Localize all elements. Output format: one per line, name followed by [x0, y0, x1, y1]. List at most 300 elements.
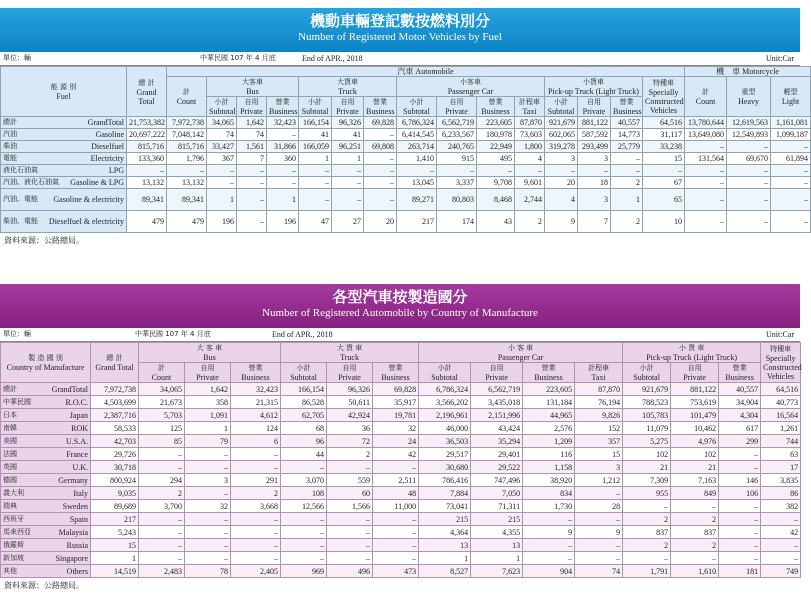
country-table: [0, 342, 801, 578]
table-cell: –: [327, 513, 373, 526]
table-cell: 2: [671, 539, 719, 552]
table-cell: –: [185, 552, 231, 565]
table-cell: 131,564: [685, 153, 727, 165]
table-cell: –: [364, 129, 397, 141]
business-subheader: 營業 Business: [373, 363, 419, 383]
table-cell: –: [545, 165, 578, 177]
row-label: 新加坡 Singapore: [1, 552, 91, 565]
fuel-banner: [0, 8, 800, 52]
table-cell: 3,070: [281, 474, 327, 487]
table-cell: 69,828: [364, 117, 397, 129]
table-cell: –: [719, 552, 761, 565]
table-cell: 2,405: [231, 565, 281, 578]
table-cell: 2,196,961: [419, 409, 471, 422]
table-cell: 125: [139, 422, 185, 435]
table-cell: –: [771, 141, 811, 153]
table-cell: 559: [327, 474, 373, 487]
table-cell: 101,479: [671, 409, 719, 422]
table-cell: 96,251: [332, 141, 364, 153]
table-cell: 42: [761, 526, 801, 539]
table-cell: 3,435,018: [471, 396, 523, 409]
table-cell: 1: [267, 189, 299, 211]
table-cell: 9: [523, 526, 575, 539]
table-cell: 14,773: [611, 129, 643, 141]
table-cell: 131,184: [523, 396, 575, 409]
table-cell: –: [237, 189, 267, 211]
table-cell: –: [623, 500, 671, 513]
table-cell: –: [364, 153, 397, 165]
table-cell: 358: [185, 396, 231, 409]
table-cell: 12,566: [281, 500, 327, 513]
table-cell: 849: [671, 487, 719, 500]
fuel-table: [0, 66, 811, 233]
table-cell: 62,705: [281, 409, 327, 422]
table-cell: 2,151,996: [471, 409, 523, 422]
table-cell: 2: [611, 177, 643, 189]
table-cell: 21,753,382: [127, 117, 167, 129]
table-cell: –: [771, 165, 811, 177]
table-cell: 6: [231, 435, 281, 448]
unit-zh: 單位：輛: [3, 330, 31, 338]
table-cell: 1,561: [237, 141, 267, 153]
table-cell: 1: [299, 153, 332, 165]
table-cell: 21,673: [139, 396, 185, 409]
table-row: [1, 383, 801, 396]
fuel-section: [0, 8, 809, 248]
table-cell: –: [719, 461, 761, 474]
table-cell: 217: [397, 211, 437, 233]
table-row: [1, 552, 801, 565]
table-cell: 5,703: [139, 409, 185, 422]
table-cell: –: [207, 165, 237, 177]
table-cell: 96,326: [332, 117, 364, 129]
table-cell: –: [373, 526, 419, 539]
table-cell: –: [727, 141, 771, 153]
table-cell: 263,714: [397, 141, 437, 153]
table-cell: –: [373, 513, 419, 526]
table-cell: 15: [91, 539, 139, 552]
table-cell: –: [139, 448, 185, 461]
table-cell: –: [671, 552, 719, 565]
table-cell: 955: [623, 487, 671, 500]
table-cell: 299: [719, 435, 761, 448]
table-cell: –: [523, 513, 575, 526]
table-cell: –: [685, 141, 727, 153]
country-section: [0, 284, 800, 593]
table-cell: –: [281, 539, 327, 552]
table-cell: 20,697,222: [127, 129, 167, 141]
truck-header: 大 貨 車 Truck: [281, 343, 419, 363]
table-cell: 16,564: [761, 409, 801, 422]
table-cell: 8,468: [477, 189, 515, 211]
table-cell: –: [685, 165, 727, 177]
table-cell: 1,410: [397, 153, 437, 165]
table-cell: –: [139, 526, 185, 539]
table-cell: –: [771, 177, 811, 189]
table-cell: 1: [471, 552, 523, 565]
table-cell: –: [643, 165, 685, 177]
table-row: [1, 487, 801, 500]
private-subheader: 自用 Private: [437, 97, 477, 117]
table-cell: –: [327, 526, 373, 539]
table-cell: 174: [437, 211, 477, 233]
row-label: 俄羅斯 Russia: [1, 539, 91, 552]
table-cell: 4,976: [671, 435, 719, 448]
table-row: [1, 435, 801, 448]
table-cell: 10: [643, 211, 685, 233]
table-cell: –: [719, 539, 761, 552]
table-cell: –: [185, 539, 231, 552]
table-cell: 744: [761, 435, 801, 448]
table-cell: –: [231, 539, 281, 552]
table-cell: 27: [332, 211, 364, 233]
table-cell: 13,649,080: [685, 129, 727, 141]
table-cell: 969: [281, 565, 327, 578]
table-cell: 36: [327, 422, 373, 435]
table-cell: 749: [761, 565, 801, 578]
table-cell: 4: [515, 153, 545, 165]
table-cell: 223,605: [477, 117, 515, 129]
table-cell: 7,972,738: [91, 383, 139, 396]
row-label: 瑞典 Sweden: [1, 500, 91, 513]
table-cell: –: [727, 189, 771, 211]
table-cell: 64,516: [761, 383, 801, 396]
table-cell: 240,765: [437, 141, 477, 153]
special-header: 特種車 Specially Constructed Vehicles: [761, 343, 801, 383]
table-cell: 32: [185, 500, 231, 513]
table-cell: 87,870: [575, 383, 623, 396]
table-cell: –: [575, 539, 623, 552]
table-cell: 3: [575, 461, 623, 474]
table-cell: –: [281, 513, 327, 526]
table-cell: 13,045: [397, 177, 437, 189]
table-cell: 13,132: [127, 177, 167, 189]
table-cell: 7,163: [671, 474, 719, 487]
table-cell: 76,194: [575, 396, 623, 409]
table-row: [1, 526, 801, 539]
table-cell: 146: [719, 474, 761, 487]
table-cell: 1,161,081: [771, 117, 811, 129]
table-cell: 11,079: [623, 422, 671, 435]
table-cell: 24: [373, 435, 419, 448]
table-cell: 1,791: [623, 565, 671, 578]
table-cell: 89,271: [397, 189, 437, 211]
table-row: [1, 153, 811, 165]
table-cell: 215: [419, 513, 471, 526]
table-cell: 1,800: [515, 141, 545, 153]
table-cell: 921,679: [623, 383, 671, 396]
table-cell: –: [231, 513, 281, 526]
unit-zh: 單位：輛: [3, 54, 31, 62]
table-cell: 3,668: [231, 500, 281, 513]
table-cell: 68: [281, 422, 327, 435]
table-cell: 34,065: [207, 117, 237, 129]
table-cell: 4,612: [231, 409, 281, 422]
table-cell: 2,483: [139, 565, 185, 578]
table-row: [1, 448, 801, 461]
table-cell: –: [281, 461, 327, 474]
table-cell: –: [761, 539, 801, 552]
table-cell: 602,065: [545, 129, 578, 141]
table-cell: 43,424: [471, 422, 523, 435]
table-cell: 133,360: [127, 153, 167, 165]
table-cell: –: [575, 487, 623, 500]
table-cell: 42,924: [327, 409, 373, 422]
table-cell: 22,949: [477, 141, 515, 153]
table-cell: 2: [231, 487, 281, 500]
table-row: [1, 565, 801, 578]
table-cell: –: [237, 177, 267, 189]
table-cell: 13: [419, 539, 471, 552]
table-row: [1, 513, 801, 526]
table-cell: 43: [477, 211, 515, 233]
automobile-header: 汽車 Automobile: [167, 67, 685, 77]
table-cell: 181: [719, 565, 761, 578]
grand-total-header: 總 計 Grand Total: [127, 67, 167, 117]
table-cell: 881,122: [671, 383, 719, 396]
row-label: 法國 France: [1, 448, 91, 461]
table-row: [1, 165, 811, 177]
table-cell: 44: [281, 448, 327, 461]
table-cell: –: [267, 165, 299, 177]
date-zh: 中華民國 107 年 4 月底: [135, 330, 211, 338]
row-label: 汽油、電能 Gasoline & electricity: [1, 189, 127, 211]
table-cell: 788,523: [623, 396, 671, 409]
passenger-car-header: 小 客 車 Passenger Car: [419, 343, 623, 363]
special-header: 特種車 Specially Constructed Vehicles: [643, 77, 685, 117]
table-cell: 63: [761, 448, 801, 461]
table-cell: 13,780,644: [685, 117, 727, 129]
table-cell: 921,679: [545, 117, 578, 129]
table-cell: 1,796: [167, 153, 207, 165]
table-cell: 3,566,202: [419, 396, 471, 409]
fuel-meta: [0, 52, 800, 66]
table-row: [1, 189, 811, 211]
date-en: End of APR., 2018: [272, 330, 333, 339]
taxi-subheader: 計程車 Taxi: [575, 363, 623, 383]
table-cell: 40,557: [611, 117, 643, 129]
date-zh: 中華民國 107 年 4 月底: [200, 54, 276, 62]
table-cell: 28: [575, 500, 623, 513]
business-subheader: 營業 Business: [231, 363, 281, 383]
business-subheader: 營業 Business: [477, 97, 515, 117]
row-label: 汽油 Gasoline: [1, 129, 127, 141]
table-cell: 29,522: [471, 461, 523, 474]
row-label: 德國 Germany: [1, 474, 91, 487]
table-cell: 34,065: [139, 383, 185, 396]
table-cell: 38,920: [523, 474, 575, 487]
table-cell: 30,680: [419, 461, 471, 474]
table-cell: 786,416: [419, 474, 471, 487]
table-cell: 32,423: [231, 383, 281, 396]
table-cell: 13: [471, 539, 523, 552]
table-cell: 3,337: [437, 177, 477, 189]
unit-en: Unit:Car: [766, 54, 794, 63]
table-cell: 40,773: [761, 396, 801, 409]
table-cell: 74: [207, 129, 237, 141]
table-cell: 367: [207, 153, 237, 165]
table-cell: 41: [299, 129, 332, 141]
table-cell: 21: [623, 461, 671, 474]
table-cell: 48: [373, 487, 419, 500]
table-cell: 7: [578, 211, 611, 233]
table-cell: 5,243: [91, 526, 139, 539]
heavy-header: 重型 Heavy: [727, 77, 771, 117]
table-cell: 215: [471, 513, 523, 526]
table-cell: –: [231, 526, 281, 539]
business-subheader: 營業 Business: [364, 97, 397, 117]
table-cell: 1: [185, 422, 231, 435]
table-cell: 6,562,719: [437, 117, 477, 129]
business-subheader: 營業 Business: [523, 363, 575, 383]
table-cell: 44,965: [523, 409, 575, 422]
table-cell: –: [327, 539, 373, 552]
light-header: 輕型 Light: [771, 77, 811, 117]
table-cell: 2: [671, 513, 719, 526]
table-cell: 9: [545, 211, 578, 233]
table-cell: 29,401: [471, 448, 523, 461]
table-cell: 223,605: [523, 383, 575, 396]
table-cell: 2: [139, 487, 185, 500]
table-cell: 40,557: [719, 383, 761, 396]
table-cell: 360: [267, 153, 299, 165]
table-cell: 837: [671, 526, 719, 539]
country-banner: [0, 284, 800, 328]
table-cell: –: [373, 552, 419, 565]
table-cell: 58,533: [91, 422, 139, 435]
table-cell: 2,511: [373, 474, 419, 487]
table-row: [1, 474, 801, 487]
country-title-zh: 各型汽車按製造國分: [332, 288, 468, 306]
table-cell: 4,503,699: [91, 396, 139, 409]
table-cell: –: [267, 129, 299, 141]
private-subheader: 自用 Private: [578, 97, 611, 117]
count-header: 計 Count: [167, 77, 207, 117]
table-row: [1, 177, 811, 189]
table-cell: –: [523, 552, 575, 565]
table-cell: –: [719, 500, 761, 513]
grand-total-header: 總 計 Grand Total: [91, 343, 139, 383]
table-cell: 12,549,893: [727, 129, 771, 141]
table-cell: 815,716: [167, 141, 207, 153]
table-cell: 6,414,545: [397, 129, 437, 141]
table-cell: –: [185, 513, 231, 526]
country-col-header: 製 造 國 別 Country of Manufacture: [1, 343, 91, 383]
table-cell: –: [327, 552, 373, 565]
table-cell: –: [719, 513, 761, 526]
table-cell: 86,528: [281, 396, 327, 409]
table-cell: 5,275: [623, 435, 671, 448]
table-cell: 102: [623, 448, 671, 461]
table-cell: –: [231, 448, 281, 461]
bus-header: 大客車 Bus: [207, 77, 299, 97]
row-label: 中華民國 R.O.C.: [1, 396, 91, 409]
table-cell: 35,294: [471, 435, 523, 448]
table-cell: –: [299, 165, 332, 177]
table-cell: 293,499: [578, 141, 611, 153]
private-subheader: 自用 Private: [237, 97, 267, 117]
table-cell: 166,154: [299, 117, 332, 129]
table-cell: –: [139, 552, 185, 565]
table-cell: 102: [671, 448, 719, 461]
table-cell: –: [578, 165, 611, 177]
table-cell: 25,779: [611, 141, 643, 153]
table-cell: 9,708: [477, 177, 515, 189]
table-cell: 1,158: [523, 461, 575, 474]
table-cell: 294: [139, 474, 185, 487]
table-cell: 7,884: [419, 487, 471, 500]
table-cell: –: [281, 526, 327, 539]
table-cell: 7,309: [623, 474, 671, 487]
subtotal-subheader: 小計 Subtotal: [281, 363, 327, 383]
table-cell: 11,000: [373, 500, 419, 513]
table-cell: 587,592: [578, 129, 611, 141]
table-cell: 2: [623, 513, 671, 526]
table-cell: 9,035: [91, 487, 139, 500]
row-label: 馬來西亞 Malaysia: [1, 526, 91, 539]
table-cell: –: [523, 539, 575, 552]
table-cell: 2: [515, 211, 545, 233]
subtotal-subheader: 小計 Subtotal: [397, 97, 437, 117]
table-cell: 29,726: [91, 448, 139, 461]
table-cell: 41: [332, 129, 364, 141]
table-cell: 89,689: [91, 500, 139, 513]
subtotal-subheader: 小計 Subtotal: [623, 363, 671, 383]
moto-count-header: 計 Count: [685, 77, 727, 117]
private-subheader: 自用 Private: [185, 363, 231, 383]
table-cell: 61,894: [771, 153, 811, 165]
table-cell: –: [761, 513, 801, 526]
row-label: 西班牙 Spain: [1, 513, 91, 526]
table-cell: 2: [611, 211, 643, 233]
table-cell: 881,122: [578, 117, 611, 129]
table-cell: 3,700: [139, 500, 185, 513]
table-cell: 473: [373, 565, 419, 578]
table-cell: –: [373, 461, 419, 474]
row-label: 柴油 Dieselfuel: [1, 141, 127, 153]
table-cell: 124: [231, 422, 281, 435]
row-label: 英國 U.K.: [1, 461, 91, 474]
table-row: [1, 141, 811, 153]
table-cell: 6,786,324: [419, 383, 471, 396]
table-cell: 106: [719, 487, 761, 500]
table-cell: 89,341: [167, 189, 207, 211]
table-cell: 108: [281, 487, 327, 500]
table-cell: 1: [419, 552, 471, 565]
bus-header: 大 客 車 Bus: [139, 343, 281, 363]
table-cell: –: [327, 461, 373, 474]
private-subheader: 自用 Private: [327, 363, 373, 383]
unit-en: Unit:Car: [766, 330, 794, 339]
table-cell: –: [207, 177, 237, 189]
passenger-car-header: 小客車 Passenger Car: [397, 77, 545, 97]
table-cell: –: [139, 513, 185, 526]
table-cell: 904: [523, 565, 575, 578]
table-cell: 12,619,563: [727, 117, 771, 129]
table-cell: 80,803: [437, 189, 477, 211]
table-cell: –: [685, 189, 727, 211]
table-cell: 753,619: [671, 396, 719, 409]
table-cell: –: [771, 189, 811, 211]
table-cell: 1,261: [761, 422, 801, 435]
table-cell: –: [515, 165, 545, 177]
table-cell: –: [623, 552, 671, 565]
table-cell: –: [281, 552, 327, 565]
table-cell: 479: [127, 211, 167, 233]
table-cell: –: [167, 165, 207, 177]
table-cell: 33,427: [207, 141, 237, 153]
table-cell: 32: [373, 422, 419, 435]
